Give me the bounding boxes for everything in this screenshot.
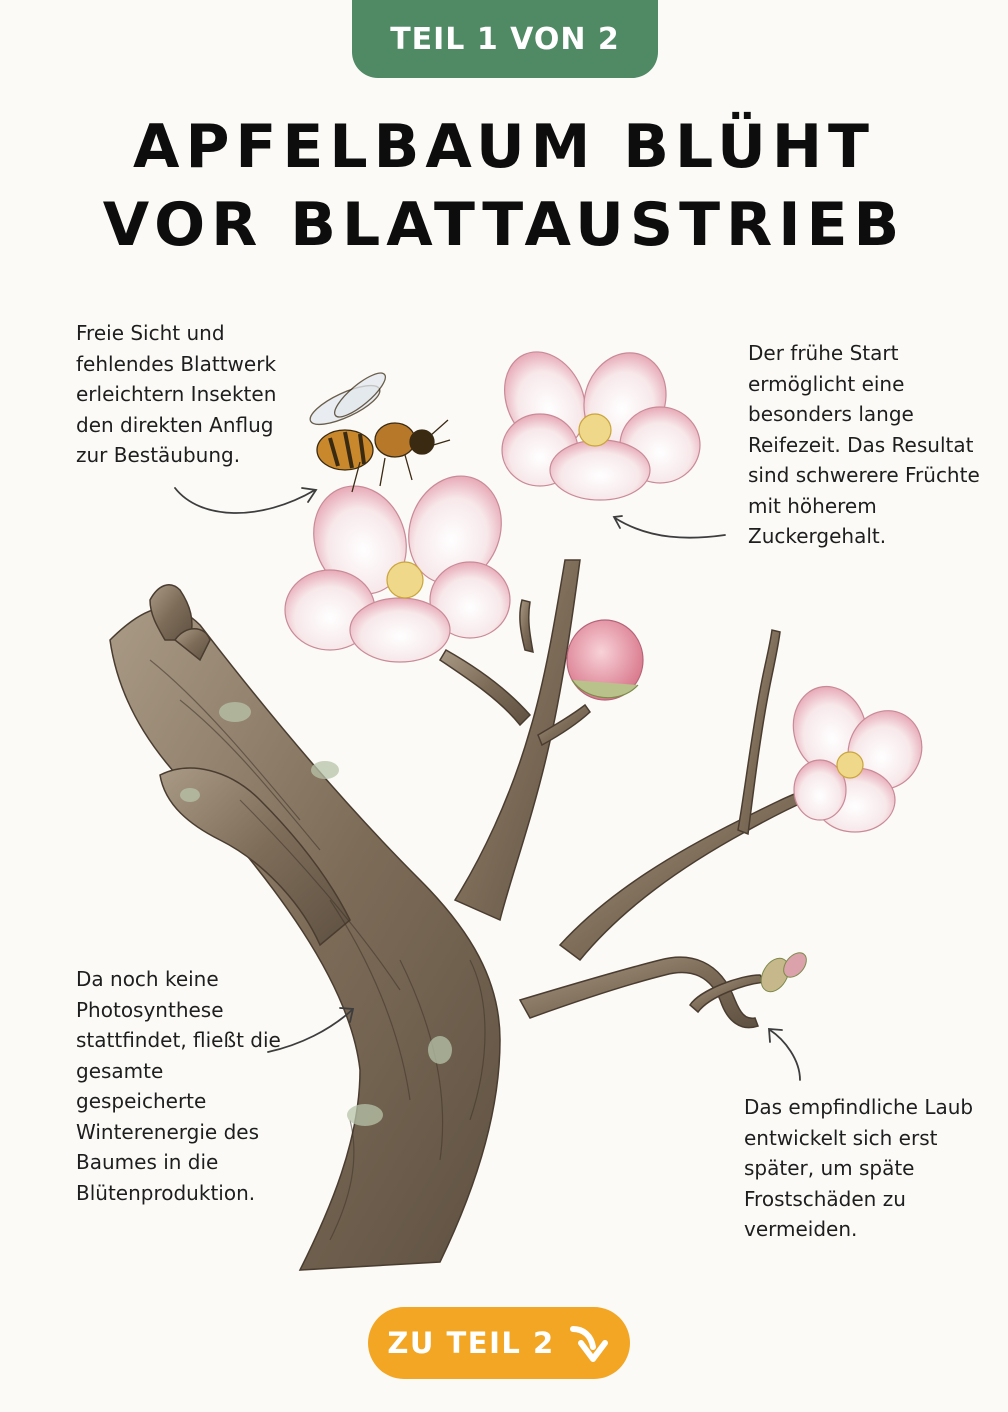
flower-bud [567,620,643,700]
small-buds [756,948,811,996]
arrow-top-right [615,518,725,538]
twig-to-flower-left [440,650,530,725]
annotation-ripening: Der frühe Start ermöglicht eine besonders lange Reifezeit. Das Resultat sind schwerere Früchte mit höherem Zuckergehalt. [748,341,980,548]
bee-icon [305,367,450,492]
arrow-down-right-icon [569,1323,611,1363]
annotation-pollination: Freie Sicht und fehlendes Blattwerk erleichtern Insekten den direkten Anflug zur Bestäubung. [76,321,277,467]
arrow-bottom-right [770,1030,800,1080]
blossom-left [285,463,516,662]
annotation-energy: Da noch keine Photosynthese stattfindet, fließt die gesamte gespeicherte Winterenergie des Baumes in die Blütenproduktion. [76,967,281,1205]
annotation-frost: Das empfindliche Laub entwickelt sich erst später, um späte Frostschäden zu vermeiden. [744,1095,974,1241]
next-part-label: ZU TEIL 2 [387,1326,555,1360]
part-indicator-badge: TEIL 1 VON 2 [352,0,658,78]
next-part-button[interactable] [368,1307,630,1379]
blossom-top [489,339,700,500]
twig-upper-stub [520,600,533,652]
blossom-right [784,678,935,832]
arrow-top-left [175,488,315,513]
title-line-1: APFELBAUM BLÜHT [133,112,875,182]
branch-right-upper [560,790,808,960]
title-line-2: VOR BLATTAUSTRIEB [102,190,906,260]
